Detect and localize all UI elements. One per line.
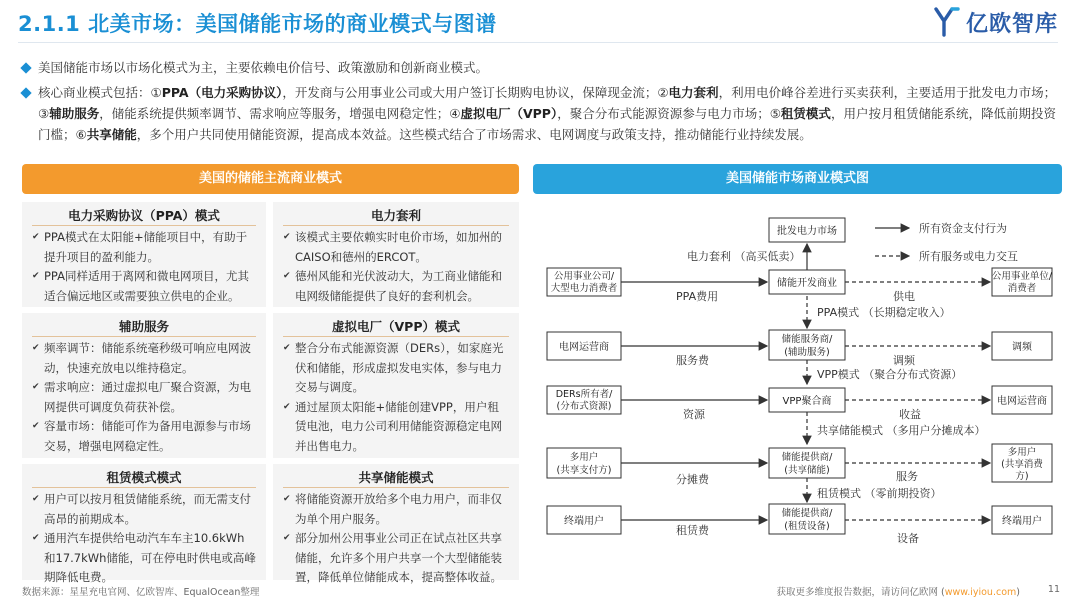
node-label: 终端用户 — [1002, 516, 1042, 527]
brand-logo — [932, 6, 1058, 38]
label-shared-mode: 共享储能模式 （多用户分摊成本） — [817, 424, 986, 437]
card-item: ✔ 用户可以按月租赁储能系统，而无需支付高昂的前期成本。 — [32, 490, 256, 529]
node-label: 多用户 — [569, 452, 599, 463]
title-divider — [18, 42, 1058, 43]
label-ppa-fee: PPA费用 — [676, 290, 719, 303]
card-item: ✔ 整合分布式能源资源（DERs），如家庭光伏和储能，形成虚拟发电实体，参与电力交易与调度。 — [283, 339, 509, 398]
label-revenue: 收益 — [899, 408, 921, 421]
legend-solid-label: 所有资金支付行为 — [919, 222, 1007, 235]
node-label: 储能服务商/ — [781, 334, 833, 345]
node-label: 批发电力市场 — [777, 226, 837, 237]
label-vpp-mode: VPP模式 （聚合分布式资源） — [817, 368, 963, 381]
card-ancillary — [22, 313, 266, 458]
card-leasing — [22, 464, 266, 585]
node-label: 储能开发商业 — [777, 278, 837, 289]
legend-dashed-label: 所有服务或电力交互 — [919, 250, 1018, 263]
label-service-fee: 服务费 — [676, 354, 709, 367]
yiou-logo-icon — [932, 6, 962, 38]
card-item: ✔ 德州风能和光伏波动大，为工商业储能和电网级储能提供了良好的套利机会。 — [283, 267, 509, 306]
node-label: (共享消费 — [1001, 459, 1043, 470]
card-ppa — [22, 202, 266, 307]
label-regulation: 调频 — [893, 354, 915, 367]
label-rent: 租赁费 — [676, 524, 709, 537]
node-label: VPP聚合商 — [782, 396, 832, 407]
card-item: ✔ 容量市场：储能可作为备用电源参与市场交易，增强电网稳定性。 — [32, 417, 256, 456]
node-label: 公用事业单位/ — [991, 271, 1053, 282]
footer-more: 获取更多维度报告数据，请访问亿欧网 (www.iyiou.com) — [776, 587, 1020, 598]
card-item: ✔ 将储能资源开放给多个电力用户，而非仅为单个用户服务。 — [283, 490, 509, 529]
card-item: ✔ PPA模式在太阳能+储能项目中，有助于提升项目的盈利能力。 — [32, 228, 256, 267]
node-label: (分布式资源) — [556, 401, 612, 412]
node-label: 电网运营商 — [997, 396, 1047, 407]
node-label: 消费者 — [1007, 283, 1037, 294]
logo-text: 亿欧智库 — [965, 11, 1058, 37]
card-title: 电力套利 — [283, 206, 509, 226]
card-title: 辅助服务 — [32, 317, 256, 337]
right-section-header: 美国储能市场商业模式图 — [533, 164, 1062, 194]
iyiou-link[interactable]: www.iyiou.com — [944, 587, 1017, 598]
label-equipment: 设备 — [897, 532, 919, 545]
node-label: 储能提供商/ — [781, 452, 833, 463]
card-item: ✔ 通过屋顶太阳能+储能创建VPP，用户租赁电池，电力公司利用储能资源稳定电网并出售电力。 — [283, 398, 509, 457]
card-item: ✔ 通用汽车提供给电动汽车车主10.6kWh 和17.7kWh储能，可在停电时供电或高峰期降低电费。 — [32, 529, 256, 588]
label-ppa-mode: PPA模式 （长期稳定收入） — [817, 306, 951, 319]
node-label: 公用事业公司/ — [553, 271, 615, 282]
card-shared — [273, 464, 519, 585]
card-arbitrage — [273, 202, 519, 307]
intro-bullet-2: 核心商业模式包括：①PPA（电力采购协议），开发商与公用事业公司或大用户签订长期购电协议，保障现金流；②电力套利，利用电价峰谷差进行买卖获利，主要适用于批发电力市场；③辅助服务，储能系统提供频率调节、需求响应等服务，增强电网稳定性；④虚拟电厂（VPP），聚合分布式能源资源参与电力市场；⑤租赁模式，用户按月租赁储能系统，降低前期投资门槛；⑥共享储能，多个用户共同使用储能资源，提高成本效益。这些模式结合了市场需求、电网调度与政策支持，推动储能行业持续发展。 — [22, 82, 1062, 145]
card-title: 电力采购协议（PPA）模式 — [32, 206, 256, 226]
card-item: ✔ 部分加州公用事业公司正在试点社区共享储能，允许多个用户共享一个大型储能装置，降低单位储能成本，提高整体收益。 — [283, 529, 509, 588]
card-item: ✔ 频率调节：储能系统毫秒级可响应电网波动，快速充放电以维持稳定。 — [32, 339, 256, 378]
node-label: (租赁设备) — [784, 521, 830, 532]
label-arbitrage: 电力套利 （高买低卖） — [687, 250, 801, 263]
label-lease-mode: 租赁模式 （零前期投资） — [817, 487, 942, 500]
node-label: 大型电力消费者 — [550, 283, 618, 294]
card-title: 虚拟电厂（VPP）模式 — [283, 317, 509, 337]
node-label: DERs所有者/ — [555, 389, 613, 400]
card-item: ✔ 需求响应：通过虚拟电厂聚合资源，为电网提供可调度负荷获补偿。 — [32, 378, 256, 417]
card-item: ✔ PPA同样适用于离网和微电网项目，尤其适合偏远地区或需要独立供电的企业。 — [32, 267, 256, 306]
node-label: (共享支付方) — [556, 465, 612, 476]
node-label: (辅助服务) — [784, 347, 830, 358]
page-number: 11 — [1047, 584, 1060, 595]
node-label: 储能提供商/ — [781, 508, 833, 519]
label-service: 服务 — [896, 470, 918, 483]
label-supply: 供电 — [893, 290, 915, 303]
node-label: 电网运营商 — [559, 342, 609, 353]
node-label: 终端用户 — [564, 516, 604, 527]
node-label: (共享储能) — [784, 465, 830, 476]
card-vpp — [273, 313, 519, 458]
left-section-header: 美国的储能主流商业模式 — [22, 164, 519, 194]
intro-bullet-1: 美国储能市场以市场化模式为主，主要依赖电价信号、政策激励和创新商业模式。 — [22, 57, 1062, 78]
card-item: ✔ 该模式主要依赖实时电价市场，如加州的CAISO和德州的ERCOT。 — [283, 228, 509, 267]
page-title: 2.1.1 北美市场：美国储能市场的商业模式与图谱 — [18, 12, 497, 36]
card-title: 共享储能模式 — [283, 468, 509, 488]
node-label: 调频 — [1012, 342, 1032, 353]
data-source: 数据来源：星星充电官网、亿欧智库、EqualOcean整理 — [22, 587, 260, 598]
label-split-fee: 分摊费 — [676, 473, 709, 486]
node-label: 方) — [1015, 471, 1029, 482]
label-resources: 资源 — [683, 408, 705, 421]
node-label: 多用户 — [1007, 447, 1037, 458]
card-title: 租赁模式模式 — [32, 468, 256, 488]
business-model-diagram — [533, 200, 1062, 578]
